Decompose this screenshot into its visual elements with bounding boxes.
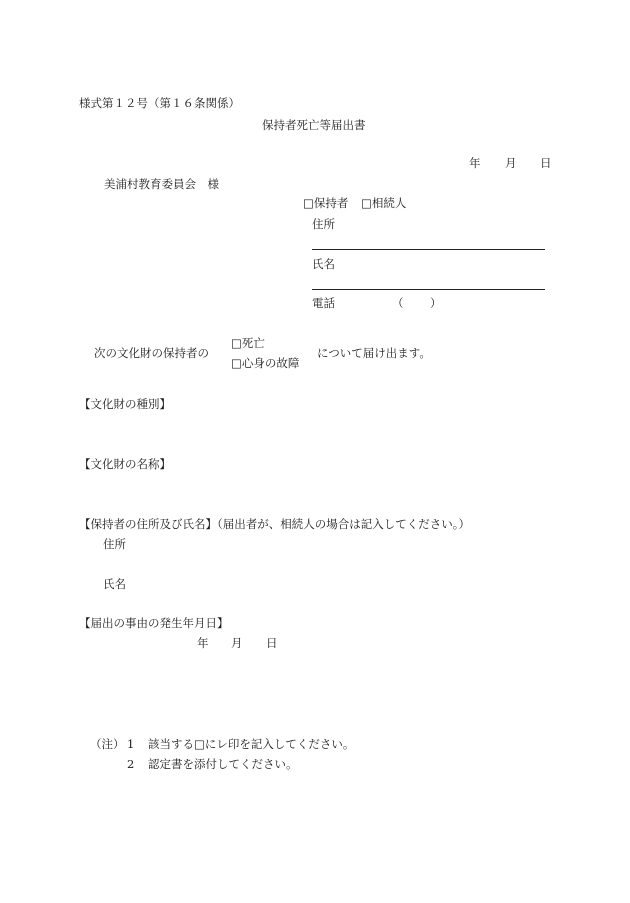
date-year-label: 年 [469,156,481,170]
applicant-name-label: 氏名 [312,257,335,271]
checkbox-incapacity[interactable]: □心身の故障 [231,356,300,370]
heading-property-type: 【文化財の種別】 [79,397,171,411]
applicant-name-line[interactable] [312,289,545,290]
holder-address-label: 住所 [103,537,126,551]
note-2-text: 認定書を添付してください。 [148,757,298,771]
checkbox-heir[interactable]: □相続人 [361,196,407,210]
applicant-address-line[interactable] [312,249,545,250]
event-year-label: 年 [197,636,209,650]
note-1-number: 1 [127,737,135,751]
holder-name-label: 氏名 [103,577,126,591]
checkbox-death[interactable]: □死亡 [231,336,265,350]
checkbox-holder[interactable]: □保持者 [303,196,349,210]
statement-suffix: について届け出ます。 [317,346,431,360]
event-month-label: 月 [231,636,243,650]
date-month-label: 月 [505,156,517,170]
heading-property-name: 【文化財の名称】 [79,457,171,471]
form-title: 保持者死亡等届出書 [262,118,366,132]
heading-event-date: 【届出の事由の発生年月日】 [79,616,229,630]
applicant-address-label: 住所 [312,217,335,231]
form-number: 様式第１２号（第１６条関係） [79,96,240,110]
statement-prefix: 次の文化財の保持者の [94,346,209,360]
note-1-text: 該当する□にレ印を記入してください。 [148,737,355,751]
phone-paren-open: （ [392,296,404,310]
event-day-label: 日 [266,636,278,650]
addressee: 美浦村教育委員会 様 [104,177,219,191]
applicant-phone-label: 電話 [312,296,335,310]
heading-holder-info: 【保持者の住所及び氏名】（届出者が、相続人の場合は記入してください。） [79,517,470,531]
phone-paren-close: ） [430,296,442,310]
date-day-label: 日 [540,156,552,170]
note-2-number: 2 [127,757,135,771]
notes-label: （注） [90,737,125,751]
